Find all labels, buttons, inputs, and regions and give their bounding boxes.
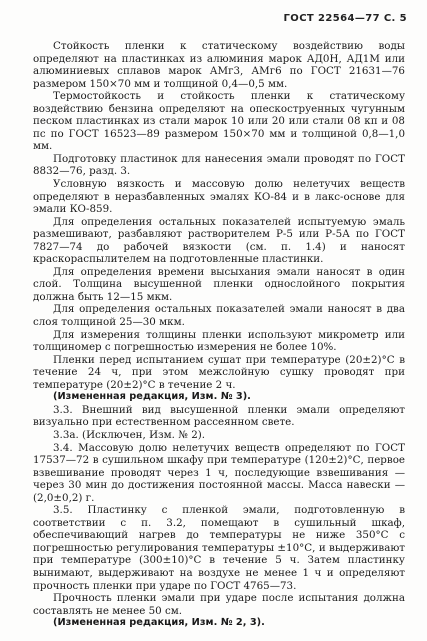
document-body	[33, 40, 405, 630]
paragraph-two-layers: Для определения остальных показателей эмали наносят в два слоя толщиной 25—30 мкм.	[33, 303, 405, 329]
running-head: ГОСТ 22564—77 С. 5	[283, 13, 407, 24]
paragraph-viscosity: Условную вязкость и массовую долю нелетучих веществ определяют в неразбавленных эмалях КО-84 и в лакс-основе для эмали КО-859.	[33, 178, 405, 216]
paragraph-plate-preparation: Подготовку пластинок для нанесения эмали проводят по ГОСТ 8832—76, разд. 3.	[33, 152, 405, 178]
paragraph-water-resistance: Стойкость пленки к статическому воздействию воды определяют на пластинках из алюминия марок АД0Н, АД1М или алюминиевых сплавов марок АМг3, АМг6 по ГОСТ 21631—76 размером 150×70 мм и толщиной 0,4—0,5 мм.	[33, 40, 405, 90]
amendment-note-3: (Измененная редакция, Изм. № 3).	[53, 391, 251, 403]
amendment-note-2-3: (Измененная редакция, Изм. № 2, 3).	[53, 617, 265, 629]
paragraph-drying-time: Для определения времени высыхания эмали наносят в один слой. Толщина высушенной пленки однослойного покрытия должна быть 12—15 мкм.	[33, 265, 405, 303]
paragraph-thickness: Для измерения толщины пленки используют микрометр или толщиномер с погрешностью измерения не более 10%.	[33, 328, 405, 354]
clause-3-3: 3.3. Внешний вид высушенной пленки эмали определяют визуально при естественном рассеянном свете.	[33, 403, 405, 429]
clause-3-5: 3.5. Пластинку с пленкой эмали, подготовленную в соответствии с п. 3.2, помещают в сушильный шкаф, обеспечивающий нагрев до температуры не ниже 350°С с погрешностью регулирования температуры ±10°С, и выдерживают при температуре (300±10)°С в течение 5 ч. Затем пластинку вынимают, выдерживают на воздухе не менее 1 ч и определяют прочность пленки при ударе по ГОСТ 4765—73.	[33, 504, 405, 592]
clause-3-3a: 3.3а. (Исключен, Изм. № 2).	[53, 428, 206, 441]
paragraph-drying-conditions: Пленки перед испытанием сушат при температуре (20±2)°С в течение 24 ч, при этом межслойную сушку проводят при температуре (20±2)°С в течение 2 ч.	[33, 353, 405, 391]
clause-3-4: 3.4. Массовую долю нелетучих веществ определяют по ГОСТ 17537—72 в сушильном шкафу при температуре (120±2)°С, первое взвешивание проводят через 1 ч, последующие взвешивания — через 30 мин до достижения постоянной массы. Масса навески — (2,0±0,2) г.	[33, 441, 405, 504]
paragraph-heat-resistance: Термостойкость и стойкость пленки к статическому воздействию бензина определяют на опескоструенных чугунным песком пластинках из стали марок 10 или 20 или стали 08 кп и 08 пс по ГОСТ 16523—89 размером 150×70 мм и толщиной 0,8—1,0 мм.	[33, 90, 405, 153]
paragraph-impact-strength: Прочность пленки эмали при ударе после испытания должна составлять не менее 50 см.	[33, 592, 405, 617]
paragraph-other-indicators: Для определения остальных показателей испытуемую эмаль размешивают, разбавляют растворителем Р-5 или Р-5А по ГОСТ 7827—74 до рабочей вязкости (см. п. 1.4) и наносят краскораспылителем на подготовленные пластинки.	[33, 215, 405, 266]
